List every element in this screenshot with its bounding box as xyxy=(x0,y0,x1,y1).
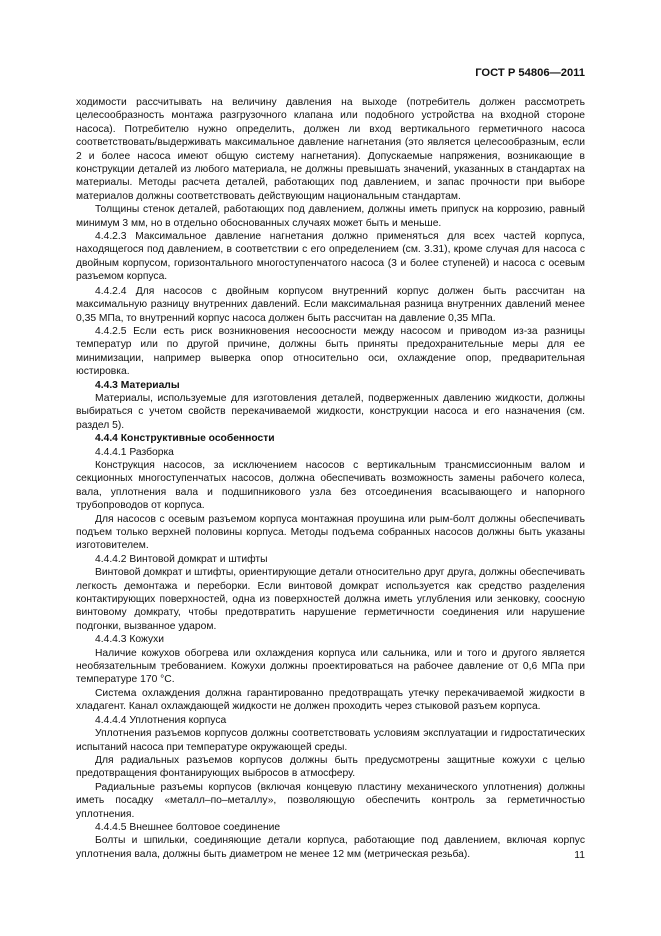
clause-4-4-2-3: 4.4.2.3 Максимальное давление нагнетания должно применяться для всех частей корпуса, находящегося под давлением, в соответствии с его определением (см. 3.31), кроме случая для насоса с двойным корпусом, горизонтального многоступенчатого насоса (3 и более ступеней) и насоса с осевым разъемом корпуса. xyxy=(76,231,585,283)
paragraph-wall-thickness: Толщины стенок деталей, работающих под давлением, должны иметь припуск на коррозию, равный минимум 3 мм, но в отдельно обоснованных случаях может быть и меньше. xyxy=(76,204,585,229)
paragraph-disassembly: Конструкция насосов, за исключением насосов с вертикальным трансмиссионным валом и секционных многоступенчатых насосов, должна обеспечивать возможность замены рабочего колеса, вала, уплотнения вала и подшипникового узла без отсоединения всасывающего и напорного трубопроводов от корпуса. xyxy=(76,459,585,512)
paragraph-jackets: Наличие кожухов обогрева или охлаждения корпуса или сальника, или и того и другого является необязательным требованием. Кожухи должны проектироваться на рабочее давление от 0,6 МПа при температуре 170 °С. xyxy=(76,647,585,686)
page-body xyxy=(76,96,585,861)
subheading-jackscrew-dowels: 4.4.4.2 Винтовой домкрат и штифты xyxy=(95,553,268,565)
subheading-external-bolting: 4.4.4.5 Внешнее болтовое соединение xyxy=(95,821,281,833)
section-heading-materials: 4.4.3 Материалы xyxy=(95,379,180,391)
standard-code-header: ГОСТ Р 54806—2011 xyxy=(475,67,585,79)
paragraph-materials: Материалы, используемые для изготовления деталей, подверженных давлению жидкости, должны выбираться с учетом свойств перекачиваемой жидкости, конструкции насоса и его назначения (см. раздел 5). xyxy=(76,392,585,431)
paragraph-axial-split-lifting: Для насосов с осевым разъемом корпуса монтажная проушина или рым-болт должны обеспечивать подъем только верхней половины корпуса. Методы подъема собранных насосов должны быть указаны изготовителем. xyxy=(76,513,585,552)
subheading-casing-gaskets: 4.4.4.4 Уплотнения корпуса xyxy=(95,714,227,726)
paragraph-metal-to-metal-fit: Радиальные разъемы корпусов (включая концевую пластину механического уплотнения) должны иметь посадку «металл–по–металлу», позволяющую обеспечить контроль за герметичностью уплотнения. xyxy=(76,781,585,820)
paragraph-casing-gaskets: Уплотнения разъемов корпусов должны соответствовать условиям эксплуатации и гидростатических испытаний насоса при температуре окружающей среды. xyxy=(76,728,585,753)
section-heading-design-features: 4.4.4 Конструктивные особенности xyxy=(95,433,275,445)
paragraph-jackscrew-dowels: Винтовой домкрат и штифты, ориентирующие детали относительно друг друга, должны обеспечивать легкость демонтажа и переборки. Если винтовой домкрат используется как средство разделения контактирующих поверхностей, одна из поверхностей должна иметь углубления или зенковку, соосную винтовому домкрату, чтобы предотвратить нарушение герметичности соединения или нарушение подгонки, вызванное ударом. xyxy=(76,567,585,632)
paragraph-pressure-continuation: ходимости рассчитывать на величину давления на выходе (потребитель должен рассмотреть целесообразность монтажа разгрузочного клапана или подобного устройства на входной стороне насоса). Потребителю нужно определить, должен ли вход вертикального герметичного насоса соответствовать/выдерживать максимальное давление нагнетания (это является целесообразным, если 2 и более насоса имеют общую систему нагнетания). Допускаемые напряжения, возникающие в конструкции деталей из любого материала, не должны превышать значений, указанных в стандартах на материалы. Методы расчета деталей, работающих под давлением, и запас прочности при выборе материалов должны соответствовать действующим национальным стандартам. xyxy=(76,97,585,202)
paragraph-cooling-system: Система охлаждения должна гарантированно предотвращать утечку перекачиваемой жидкости в хладагент. Канал охлаждающей жидкости не должен проходить через стыковой разъем корпуса. xyxy=(76,687,585,713)
clause-4-4-2-4: 4.4.2.4 Для насосов с двойным корпусом внутренний корпус должен быть рассчитан на максимальную разницу внутренних давлений. Если максимальная разница внутренних давлений менее 0,35 МПа, то внутренний корпус насоса должен быть рассчитан на давление 0,35 МПа. xyxy=(76,285,585,324)
page-number: 11 xyxy=(574,850,585,861)
clause-4-4-2-5: 4.4.2.5 Если есть риск возникновения несоосности между насосом и приводом из-за разницы температур или по другой причине, должны быть приняты предохранительные меры для ее минимизации, например выверка опор относительно оси, охлаждение опор, предварительная юстировка. xyxy=(76,325,585,378)
paragraph-radial-split-guards: Для радиальных разъемов корпусов должны быть предусмотрены защитные кожухи с целью предотвращения фонтанирующих выбросов в атмосферу. xyxy=(76,754,585,780)
subheading-disassembly: 4.4.4.1 Разборка xyxy=(95,446,174,458)
paragraph-external-bolting: Болты и шпильки, соединяющие детали корпуса, работающие под давлением, включая корпус уплотнения вала, должны быть диаметром не менее 12 мм (метрическая резьба). xyxy=(76,835,585,860)
subheading-jackets: 4.4.4.3 Кожухи xyxy=(95,634,165,646)
